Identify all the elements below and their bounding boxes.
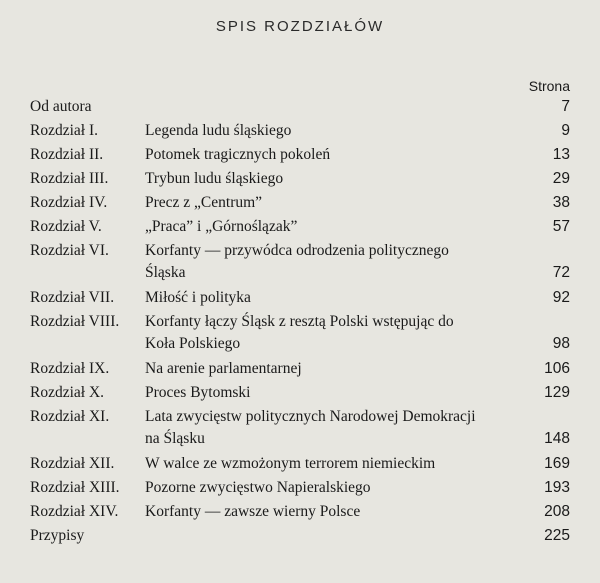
toc-entry-title: Proces Bytomski xyxy=(145,384,251,401)
toc-entry-label: Rozdział IV. xyxy=(30,194,108,211)
toc-entry-page: 208 xyxy=(544,503,570,520)
toc-entry xyxy=(30,289,570,311)
toc-entry-label: Rozdział XII. xyxy=(30,455,115,472)
toc-entry-page: 92 xyxy=(552,289,570,306)
page-title: SPIS ROZDZIAŁÓW xyxy=(215,18,385,35)
toc-entry xyxy=(30,98,570,120)
toc-entry-title: Na arenie parlamentarnej xyxy=(145,360,302,377)
toc-entry xyxy=(30,408,570,447)
toc-entry-label: Rozdział III. xyxy=(30,170,109,187)
toc-entry-page: 13 xyxy=(552,146,570,163)
toc-entry-page: 106 xyxy=(544,360,570,377)
page-column-label: Strona xyxy=(528,78,570,94)
toc-entry xyxy=(30,313,570,352)
toc-entry-page: 72 xyxy=(552,264,570,281)
toc-entry-label: Rozdział VI. xyxy=(30,242,109,259)
toc-entry-label: Rozdział VII. xyxy=(30,289,115,306)
toc-entry xyxy=(30,527,570,549)
toc-entry-label: Od autora xyxy=(30,98,92,115)
toc-entry-page: 38 xyxy=(552,194,570,211)
toc-entry-title: Korfanty — przywódca odrodzenia politycznego xyxy=(145,242,449,259)
toc-entry-page: 9 xyxy=(561,122,570,139)
toc-entry-label: Rozdział XI. xyxy=(30,408,110,425)
toc-entry-title: Korfanty łączy Śląsk z resztą Polski wstępując do xyxy=(145,313,454,330)
toc-entry xyxy=(30,503,570,525)
toc-entry xyxy=(30,384,570,406)
toc-entry xyxy=(30,122,570,144)
toc-entry-title: W walce ze wzmożonym terrorem niemieckim xyxy=(145,455,436,472)
toc-entry-label: Rozdział II. xyxy=(30,146,104,163)
toc-entry-title: Pozorne zwycięstwo Napieralskiego xyxy=(145,479,371,496)
toc-entry-title-continuation: Koła Polskiego xyxy=(145,335,241,352)
toc-entry-page: 57 xyxy=(552,218,570,235)
toc-entry-label: Rozdział VIII. xyxy=(30,313,120,330)
toc-entry-label: Przypisy xyxy=(30,527,85,544)
toc-entry-page: 129 xyxy=(544,384,570,401)
toc-entry xyxy=(30,479,570,501)
toc-entry-page: 148 xyxy=(544,430,570,447)
toc-entry-page: 169 xyxy=(544,455,570,472)
toc-entry-title: Miłość i polityka xyxy=(145,289,251,306)
toc-entry-label: Rozdział IX. xyxy=(30,360,110,377)
toc-entry-title: „Praca” i „Górnoślązak” xyxy=(145,218,298,235)
toc-entry-title: Potomek tragicznych pokoleń xyxy=(145,146,331,163)
toc-entry xyxy=(30,194,570,216)
toc-entry xyxy=(30,146,570,168)
toc-entry-label: Rozdział V. xyxy=(30,218,102,235)
toc-entry-page: 98 xyxy=(552,335,570,352)
toc-entry xyxy=(30,170,570,192)
toc-entry-page: 29 xyxy=(552,170,570,187)
toc-entry-title: Precz z „Centrum” xyxy=(145,194,263,211)
toc-entry-label: Rozdział X. xyxy=(30,384,105,401)
toc-entry-title-continuation: na Śląsku xyxy=(145,430,205,447)
toc-entry-label: Rozdział XIV. xyxy=(30,503,119,520)
toc-entry-title: Trybun ludu śląskiego xyxy=(145,170,284,187)
toc-entry xyxy=(30,455,570,477)
toc-entry-label: Rozdział XIII. xyxy=(30,479,120,496)
toc-entry-page: 193 xyxy=(544,479,570,496)
toc-entry xyxy=(30,242,570,281)
toc-entry-page: 7 xyxy=(561,98,570,115)
toc-entry xyxy=(30,218,570,240)
toc-entry-title: Korfanty — zawsze wierny Polsce xyxy=(145,503,361,520)
toc-entry-title: Legenda ludu śląskiego xyxy=(145,122,292,139)
toc-entry-title: Lata zwycięstw politycznych Narodowej Demokracji xyxy=(145,408,476,425)
toc-entry-title-continuation: Śląska xyxy=(145,264,186,281)
toc-entry-label: Rozdział I. xyxy=(30,122,99,139)
toc-entry xyxy=(30,360,570,382)
toc-entry-page: 225 xyxy=(544,527,570,544)
